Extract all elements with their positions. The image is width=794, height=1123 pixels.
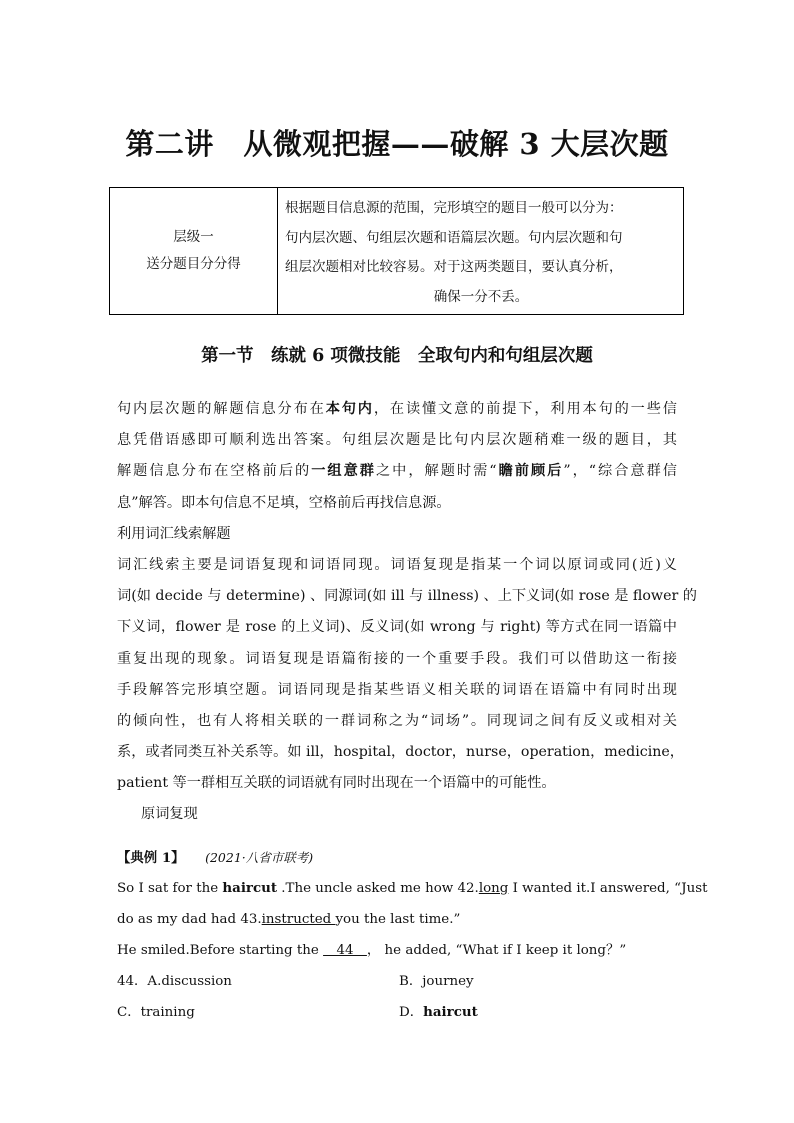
keyword-haircut: haircut <box>222 880 278 896</box>
example-header <box>117 842 677 873</box>
intro-line: 息”解答。即本句信息不足填，空格前后再找信息源。 <box>117 494 451 511</box>
summary-line: 句内层次题、句组层次题和语篇层次题。句内层次题和句 <box>285 229 623 246</box>
example-line: He smiled.Before starting the 44 ， he added, “What if I keep it long？” <box>117 943 627 958</box>
level-desc: 送分题目分分得 <box>146 256 241 272</box>
example-line: So I sat for the haircut .The uncle asked me how 42.long I wanted it.I answered, “Just <box>117 880 708 896</box>
option-b: B．journey <box>399 974 474 989</box>
main-text <box>117 394 697 831</box>
example-label: 【典例 1】 <box>117 850 185 866</box>
example-source: (2021·八省市联考) <box>205 850 314 865</box>
method-line: 手段解答完形填空题。词语同现是指某些语义相关联的词语在语篇中有同时出现 <box>117 681 677 698</box>
method-line: 的倾向性，也有人将相关联的一群词称之为“词场”。同现词之间有反义或相对关 <box>117 712 677 729</box>
option-a: 44．A.discussion <box>117 974 232 989</box>
summary-box <box>109 187 684 315</box>
example-block <box>117 842 708 1028</box>
method-line: 词汇线索主要是词语复现和词语同现。词语复现是指某一个词以原词或同(近)义 <box>117 556 677 573</box>
emphasis-text: 一组意群 <box>311 463 376 480</box>
level-label: 层级一 <box>173 229 214 245</box>
option-d: D．haircut <box>399 1004 478 1020</box>
intro-line: 解题信息分布在空格前后的一组意群之中，解题时需“瞻前顾后”，“综合意群信 <box>117 463 677 480</box>
example-line: do as my dad had 43.instructed you the last time.” <box>117 912 461 927</box>
summary-line: 确保一分不丢。 <box>433 288 529 305</box>
method-line: 下义词，flower 是 rose 的上义词)、反义词(如 wrong 与 right) 等方式在同一语篇中 <box>117 619 677 636</box>
method-line: 重复出现的现象。词语复现是语篇衔接的一个重要手段。我们可以借助这一衔接 <box>117 650 677 667</box>
section-title: 第一节 练就 6 项微技能 全取句内和句组层次题 <box>201 346 593 366</box>
intro-line: 句内层次题的解题信息分布在本句内，在读懂文意的前提下，利用本句的一些信 <box>117 401 677 417</box>
method-line: 词(如 decide 与 determine) 、同源词(如 ill 与 illness) 、上下义词(如 rose 是 flower 的 <box>117 588 697 605</box>
emphasis-text: 本句内 <box>325 401 374 417</box>
summary-text <box>278 188 683 314</box>
summary-line: 根据题目信息源的范围，完形填空的题目一般可以分为： <box>285 200 623 216</box>
summary-line: 组层次题相对比较容易。对于这两类题目，要认真分析， <box>285 259 623 275</box>
method-line: 系，或者同类互补关系等。如 ill，hospital，doctor，nurse，operation，medicine， <box>117 744 684 761</box>
blank-44: 44 <box>323 943 367 958</box>
method-heading: 利用词汇线索解题 <box>117 525 231 542</box>
emphasis-text: 瞻前顾后 <box>496 463 564 480</box>
sub-heading: 原词复现 <box>141 806 198 823</box>
intro-line: 息凭借语感即可顺利选出答案。句组层次题是比句内层次题稍难一级的题目，其 <box>117 432 677 449</box>
method-line: patient 等一群相互关联的词语就有同时出现在一个语篇中的可能性。 <box>117 775 556 792</box>
options-row <box>117 966 677 997</box>
keyword-instructed: instructed <box>261 912 336 927</box>
lecture-title: 第二讲 从微观把握——破解 3 大层次题 <box>125 127 669 161</box>
level-cell <box>110 188 278 314</box>
options-row <box>117 997 677 1028</box>
option-c: C．training <box>117 1005 195 1020</box>
keyword-long: long <box>478 881 509 896</box>
